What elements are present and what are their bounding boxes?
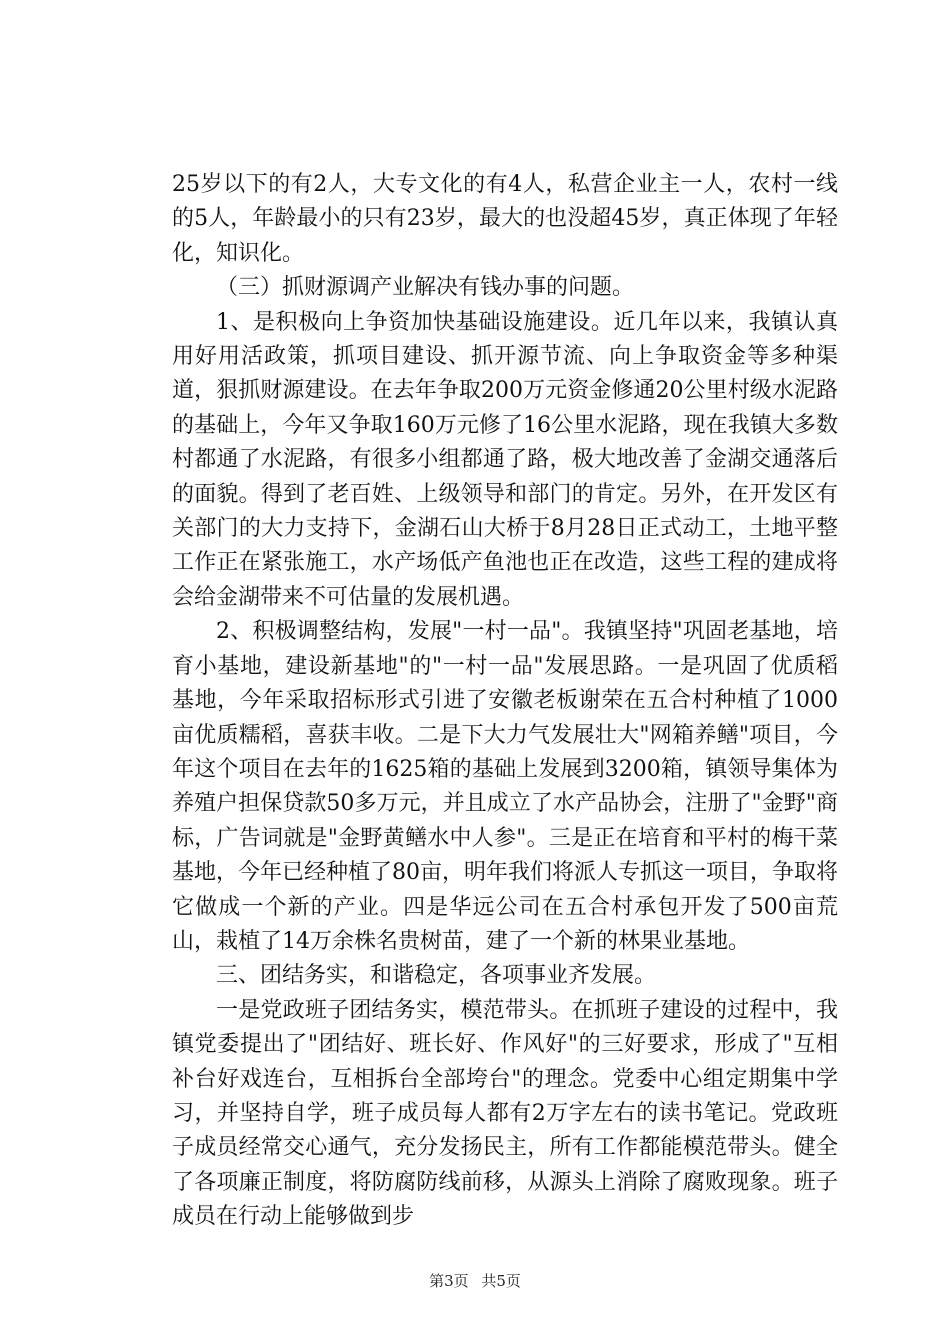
document-body: [172, 168, 838, 1235]
paragraph-leadership: 一是党政班子团结务实，模范带头。在抓班子建设的过程中，我镇党委提出了"团结好、班长好、作风好"的三好要求，形成了"互相补台好戏连台，互相拆台全部垮台"的理念。党委中心组定期集中学习，并坚持自学，班子成员每人都有2万字左右的读书笔记。党政班子成员经常交心通气，充分发扬民主，所有工作都能模范带头。健全了各项廉正制度，将防腐防线前移，从源头上消除了腐败现象。班子成员在行动上能够做到步: [172, 997, 838, 1230]
page-number: 第3页: [429, 1272, 469, 1290]
section-heading-3: （三）抓财源调产业解决有钱办事的问题。: [216, 275, 635, 301]
page-footer: [0, 1270, 950, 1291]
section-heading-unity: 三、团结务实，和谐稳定，各项事业齐发展。: [216, 963, 657, 989]
paragraph-infrastructure: 1、是积极向上争资加快基础设施建设。近几年以来，我镇认真用好用活政策，抓项目建设、抓开源节流、向上争取资金等多种渠道，狠抓财源建设。在去年争取200万元资金修通20公里村级水泥路的基础上，今年又争取160万元修了16公里水泥路，现在我镇大多数村都通了水泥路，有很多小组都通了路，极大地改善了金湖交通落后的面貌。得到了老百姓、上级领导和部门的肯定。另外，在开发区有关部门的大力支持下，金湖石山大桥于8月28日正式动工，土地平整工作正在紧张施工，水产场低产鱼池也正在改造，这些工程的建成将会给金湖带来不可估量的发展机遇。: [172, 309, 838, 610]
paragraph-industry-structure: 2、积极调整结构，发展"一村一品"。我镇坚持"巩固老基地，培育小基地，建设新基地"的"一村一品"发展思路。一是巩固了优质稻基地，今年采取招标形式引进了安徽老板谢荣在五合村种植了1000亩优质糯稻，喜获丰收。二是下大力气发展壮大"网箱养鳝"项目，今年这个项目在去年的1625箱的基础上发展到3200箱，镇领导集体为养殖户担保贷款50多万元，并且成立了水产品协会，注册了"金野"商标，广告词就是"金野黄鳝水中人参"。三是正在培育和平村的梅干菜基地，今年已经种植了80亩，明年我们将派人专抓这一项目，争取将它做成一个新的产业。四是华远公司在五合村承包开发了500亩荒山，栽植了14万余株名贵树苗，建了一个新的林果业基地。: [172, 619, 838, 954]
page-total: 共5页: [481, 1272, 521, 1290]
paragraph-continuation: 25岁以下的有2人，大专文化的有4人，私营企业主一人，农村一线的5人，年龄最小的只有23岁，最大的也没超45岁，真正体现了年轻化，知识化。: [172, 172, 838, 266]
